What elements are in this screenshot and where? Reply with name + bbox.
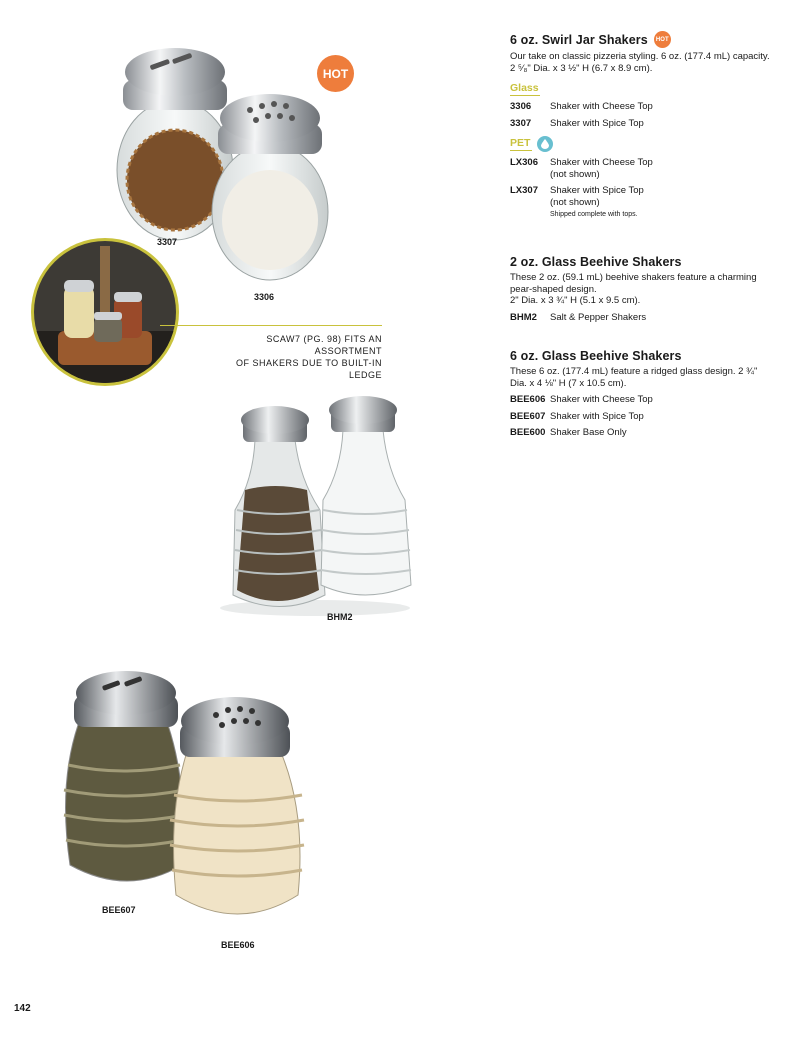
- bee606-bee607-shakers-image: [58, 665, 308, 935]
- section-title: 6 oz. Swirl Jar Shakers HOT: [510, 31, 770, 48]
- page-number: 142: [14, 1003, 31, 1014]
- bhm2-shakers-image: [215, 390, 415, 620]
- image-caption: BEE606: [221, 940, 255, 950]
- image-caption: 3306: [254, 292, 275, 302]
- list-item: BEE600 Shaker Base Only: [510, 427, 627, 438]
- section-title: 6 oz. Glass Beehive Shakers: [510, 349, 682, 363]
- image-caption: BHM2: [327, 612, 353, 622]
- list-item: LX307 Shaker with Spice Top (not shown): [510, 185, 644, 208]
- list-item: 3306 Shaker with Cheese Top: [510, 101, 653, 112]
- list-item: LX306 Shaker with Cheese Top (not shown): [510, 157, 653, 180]
- hot-badge: HOT: [317, 55, 354, 92]
- section-description: These 2 oz. (59.1 mL) beehive shakers feature a charming pear-shaped design. 2" Dia. x 3 ¾" H (5.1 x 9.5 cm).: [510, 272, 757, 306]
- water-drop-icon: [537, 136, 553, 152]
- section-beehive-6oz: [510, 349, 770, 439]
- material-pet: PET: [510, 136, 770, 152]
- section-description: These 6 oz. (177.4 mL) feature a ridged glass design. 2 ¾" Dia. x 4 ⅛" H (7 x 10.5 cm).: [510, 366, 758, 389]
- scaw7-caddy-image: [30, 236, 180, 388]
- section-title: 2 oz. Glass Beehive Shakers: [510, 255, 682, 269]
- list-item: BEE606 Shaker with Cheese Top: [510, 394, 653, 405]
- hot-badge-small: HOT: [654, 31, 671, 48]
- list-item: 3307 Shaker with Spice Top: [510, 117, 644, 129]
- shipping-note: Shipped complete with tops.: [550, 211, 638, 218]
- section-beehive-2oz: [510, 255, 770, 323]
- image-caption: 3307: [157, 237, 178, 247]
- scaw7-note: SCAW7 (PG. 98) FITS AN ASSORTMENT OF SHAKERS DUE TO BUILT-IN LEDGE: [235, 334, 382, 380]
- material-glass: Glass: [510, 82, 539, 94]
- leader-line: [160, 325, 382, 326]
- section-description: Our take on classic pizzeria styling. 6 oz. (177.4 mL) capacity. 2 ⁵⁄₈" Dia. x 3 ½" H (6.7 x 8.9 cm).: [510, 51, 770, 74]
- list-item: BEE607 Shaker with Spice Top: [510, 410, 644, 422]
- list-item: BHM2 Salt & Pepper Shakers: [510, 311, 647, 323]
- section-swirl-jar: [510, 31, 770, 218]
- image-caption: BEE607: [102, 905, 136, 915]
